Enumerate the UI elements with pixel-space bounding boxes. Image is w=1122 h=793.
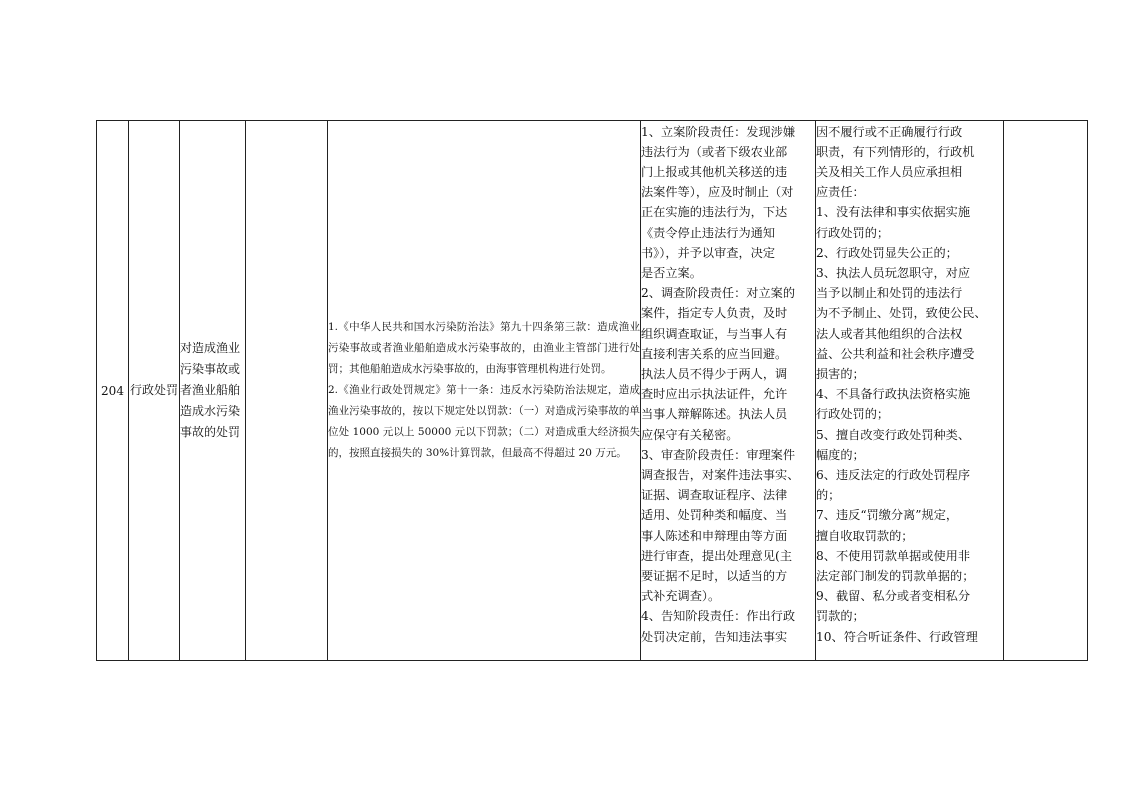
legal-basis-clause-2: 2.《渔业行政处罚规定》第十一条：违反水污染防治法规定，造成渔业污染事故的，按以下规定处以罚款：（一）对造成污染事故的单位处 1000 元以上 50000 元以下罚款；（二）对造成重大经济损失的，按照直接损失的 30%计算罚款，但最高不得超过 20 万元。 bbox=[328, 384, 640, 459]
responsibility-line: 是否立案。 bbox=[641, 265, 702, 280]
accountability-line: 6、违反法定的行政处罚程序 bbox=[816, 467, 971, 482]
accountability-line: 益、公共利益和社会秩序遭受 bbox=[816, 346, 975, 361]
accountability-line: 因不履行或不正确履行行政 bbox=[816, 124, 963, 139]
responsibility-table bbox=[96, 120, 1088, 661]
accountability-line: 为不予制止、处罚，致使公民、 bbox=[816, 306, 987, 321]
accountability-line: 1、没有法律和事实依据实施 bbox=[816, 205, 971, 220]
responsibility-line: 执法人员不得少于两人，调 bbox=[641, 366, 788, 381]
table-row bbox=[97, 121, 1088, 661]
responsibility-line: 正在实施的违法行为，下达 bbox=[641, 205, 788, 220]
responsibility-line: 书》），并予以审查，决定 bbox=[641, 245, 776, 260]
responsibility-line: 案件，指定专人负责，及时 bbox=[641, 306, 788, 321]
accountability-line: 2、行政处罚显失公正的； bbox=[816, 245, 958, 260]
power-type: 行政处罚 bbox=[129, 121, 180, 661]
responsibility-line: 调查报告，对案件违法事实、 bbox=[641, 467, 800, 482]
responsibility-line: 查时应出示执法证件，允许 bbox=[641, 387, 788, 402]
legal-basis-clause-1: 1.《中华人民共和国水污染防治法》第九十四条第三款：造成渔业污染事故或者渔业船舶造成水污染事故的，由渔业主管部门进行处罚；其他船舶造成水污染事故的，由海事管理机构进行处罚。 bbox=[328, 321, 640, 375]
accountability-line: 的； bbox=[816, 488, 841, 503]
accountability-line: 行政处罚的； bbox=[816, 407, 890, 422]
responsibility-cell bbox=[641, 121, 816, 661]
accountability-line: 5、擅自改变行政处罚种类、 bbox=[816, 427, 971, 442]
responsibility-line: 事人陈述和申辩理由等方面 bbox=[641, 528, 788, 543]
accountability-line: 擅自收取罚款的； bbox=[816, 528, 914, 543]
responsibility-line: 处罚决定前，告知违法事实 bbox=[641, 629, 788, 644]
responsibility-line: 当事人辩解陈述。执法人员 bbox=[641, 407, 788, 422]
accountability-line: 10、符合听证条件、行政管理 bbox=[816, 629, 978, 644]
accountability-line: 职责，有下列情形的，行政机 bbox=[816, 144, 975, 159]
accountability-line: 法人或者其他组织的合法权 bbox=[816, 326, 963, 341]
legal-basis-cell bbox=[328, 121, 641, 661]
empty-column-4 bbox=[246, 121, 328, 661]
accountability-text bbox=[816, 122, 1003, 660]
responsibility-line: 违法行为（或者下级农业部 bbox=[641, 144, 788, 159]
accountability-line: 3、执法人员玩忽职守，对应 bbox=[816, 265, 971, 280]
responsibility-text bbox=[641, 122, 815, 660]
accountability-line: 关及相关工作人员应承担相 bbox=[816, 164, 963, 179]
accountability-cell bbox=[816, 121, 1004, 661]
responsibility-line: 1、立案阶段责任：发现涉嫌 bbox=[641, 124, 796, 139]
responsibility-line: 4、告知阶段责任：作出行政 bbox=[641, 609, 796, 624]
accountability-line: 8、不使用罚款单据或使用非 bbox=[816, 548, 971, 563]
responsibility-line: 式补充调查）。 bbox=[641, 589, 721, 604]
responsibility-line: 3、审查阶段责任：审理案件 bbox=[641, 447, 796, 462]
accountability-line: 9、截留、私分或者变相私分 bbox=[816, 589, 971, 604]
accountability-line: 4、不具备行政执法资格实施 bbox=[816, 387, 971, 402]
responsibility-line: 法案件等），应及时制止（对 bbox=[641, 185, 794, 200]
accountability-line: 法定部门制发的罚款单据的； bbox=[816, 568, 975, 583]
responsibility-line: 直接利害关系的应当回避。 bbox=[641, 346, 788, 361]
responsibility-line: 进行审查，提出处理意见(主 bbox=[641, 548, 793, 563]
power-name: 对造成渔业污染事故或者渔业船舶造成水污染事故的处罚 bbox=[180, 121, 246, 661]
responsibility-line: 适用、处罚种类和幅度、当 bbox=[641, 508, 788, 523]
accountability-line: 当予以制止和处罚的违法行 bbox=[816, 286, 963, 301]
accountability-line: 幅度的； bbox=[816, 447, 865, 462]
responsibility-line: 组织调查取证，与当事人有 bbox=[641, 326, 788, 341]
responsibility-line: 《责令停止违法行为通知 bbox=[641, 225, 776, 240]
accountability-line: 行政处罚的； bbox=[816, 225, 890, 240]
remark-cell bbox=[1004, 121, 1088, 661]
accountability-line: 7、违反“罚缴分离”规定， bbox=[816, 508, 959, 523]
responsibility-line: 要证据不足时，以适当的方 bbox=[641, 568, 788, 583]
responsibility-line: 应保守有关秘密。 bbox=[641, 427, 739, 442]
responsibility-line: 证据、调查取证程序、法律 bbox=[641, 488, 788, 503]
accountability-line: 损害的； bbox=[816, 366, 865, 381]
responsibility-line: 2、调查阶段责任：对立案的 bbox=[641, 286, 796, 301]
accountability-line: 应责任： bbox=[816, 185, 865, 200]
responsibility-line: 门上报或其他机关移送的违 bbox=[641, 164, 788, 179]
item-number: 204 bbox=[97, 121, 129, 661]
accountability-line: 罚款的； bbox=[816, 609, 865, 624]
